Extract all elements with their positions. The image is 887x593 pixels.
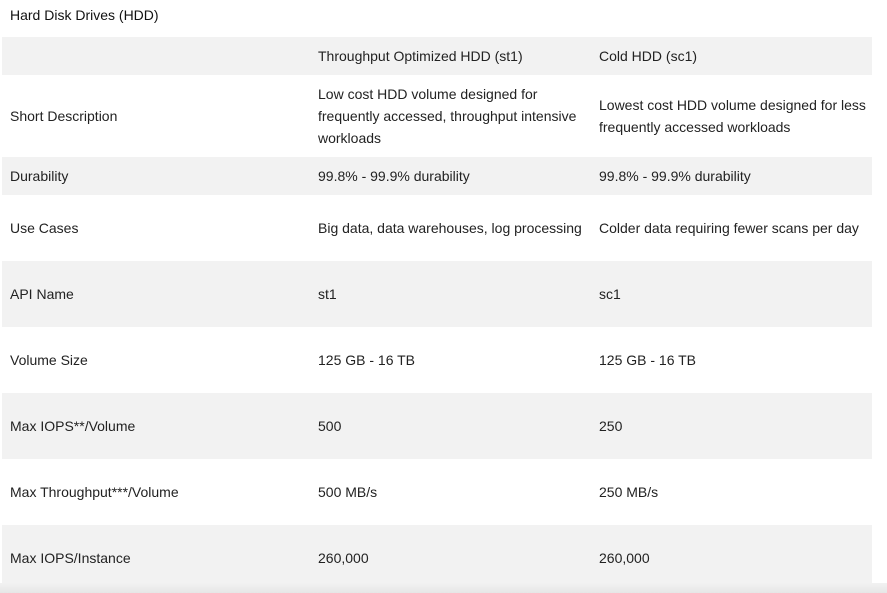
table-row — [2, 157, 872, 195]
cell-sc1: 99.8% - 99.9% durability — [591, 157, 872, 195]
cell-sc1: sc1 — [591, 261, 872, 327]
table-row — [2, 195, 872, 261]
cell-sc1: 260,000 — [591, 525, 872, 591]
row-label: API Name — [2, 261, 310, 327]
cell-sc1: Lowest cost HDD volume designed for less frequently accessed workloads — [599, 97, 866, 135]
page-title: Hard Disk Drives (HDD) — [10, 7, 159, 23]
table-row — [2, 261, 872, 327]
table-header-row — [2, 37, 872, 75]
cell-st1: 260,000 — [310, 525, 591, 591]
header-cell-st1: Throughput Optimized HDD (st1) — [310, 37, 591, 75]
cell-st1: st1 — [310, 261, 591, 327]
row-label: Max IOPS**/Volume — [2, 393, 310, 459]
cell-sc1: 250 — [591, 393, 872, 459]
cell-sc1: 250 MB/s — [599, 484, 659, 500]
cell-sc1: Colder data requiring fewer scans per day — [599, 220, 859, 236]
cell-st1: 125 GB - 16 TB — [318, 352, 416, 368]
cell-st1: 500 — [310, 393, 591, 459]
row-label: Use Cases — [10, 220, 79, 236]
table-row — [2, 327, 872, 393]
cell-st1: Big data, data warehouses, log processing — [318, 220, 582, 236]
cell-st1: 500 MB/s — [318, 484, 378, 500]
cell-sc1: 125 GB - 16 TB — [599, 352, 697, 368]
row-label: Volume Size — [10, 352, 88, 368]
row-label: Durability — [2, 157, 310, 195]
header-cell-sc1: Cold HDD (sc1) — [591, 37, 872, 75]
bottom-edge-shadow — [0, 583, 887, 593]
table-row — [2, 75, 872, 157]
row-label: Short Description — [10, 108, 118, 124]
table-row — [2, 459, 872, 525]
cell-st1: 99.8% - 99.9% durability — [310, 157, 591, 195]
row-label: Max Throughput***/Volume — [10, 484, 179, 500]
cell-st1: Low cost HDD volume designed for frequently accessed, throughput intensive workloads — [318, 86, 577, 146]
row-label: Max IOPS/Instance — [2, 525, 310, 591]
table-row — [2, 393, 872, 459]
header-cell-empty — [2, 37, 310, 75]
table-row — [2, 525, 872, 591]
hdd-comparison-table — [2, 37, 872, 591]
